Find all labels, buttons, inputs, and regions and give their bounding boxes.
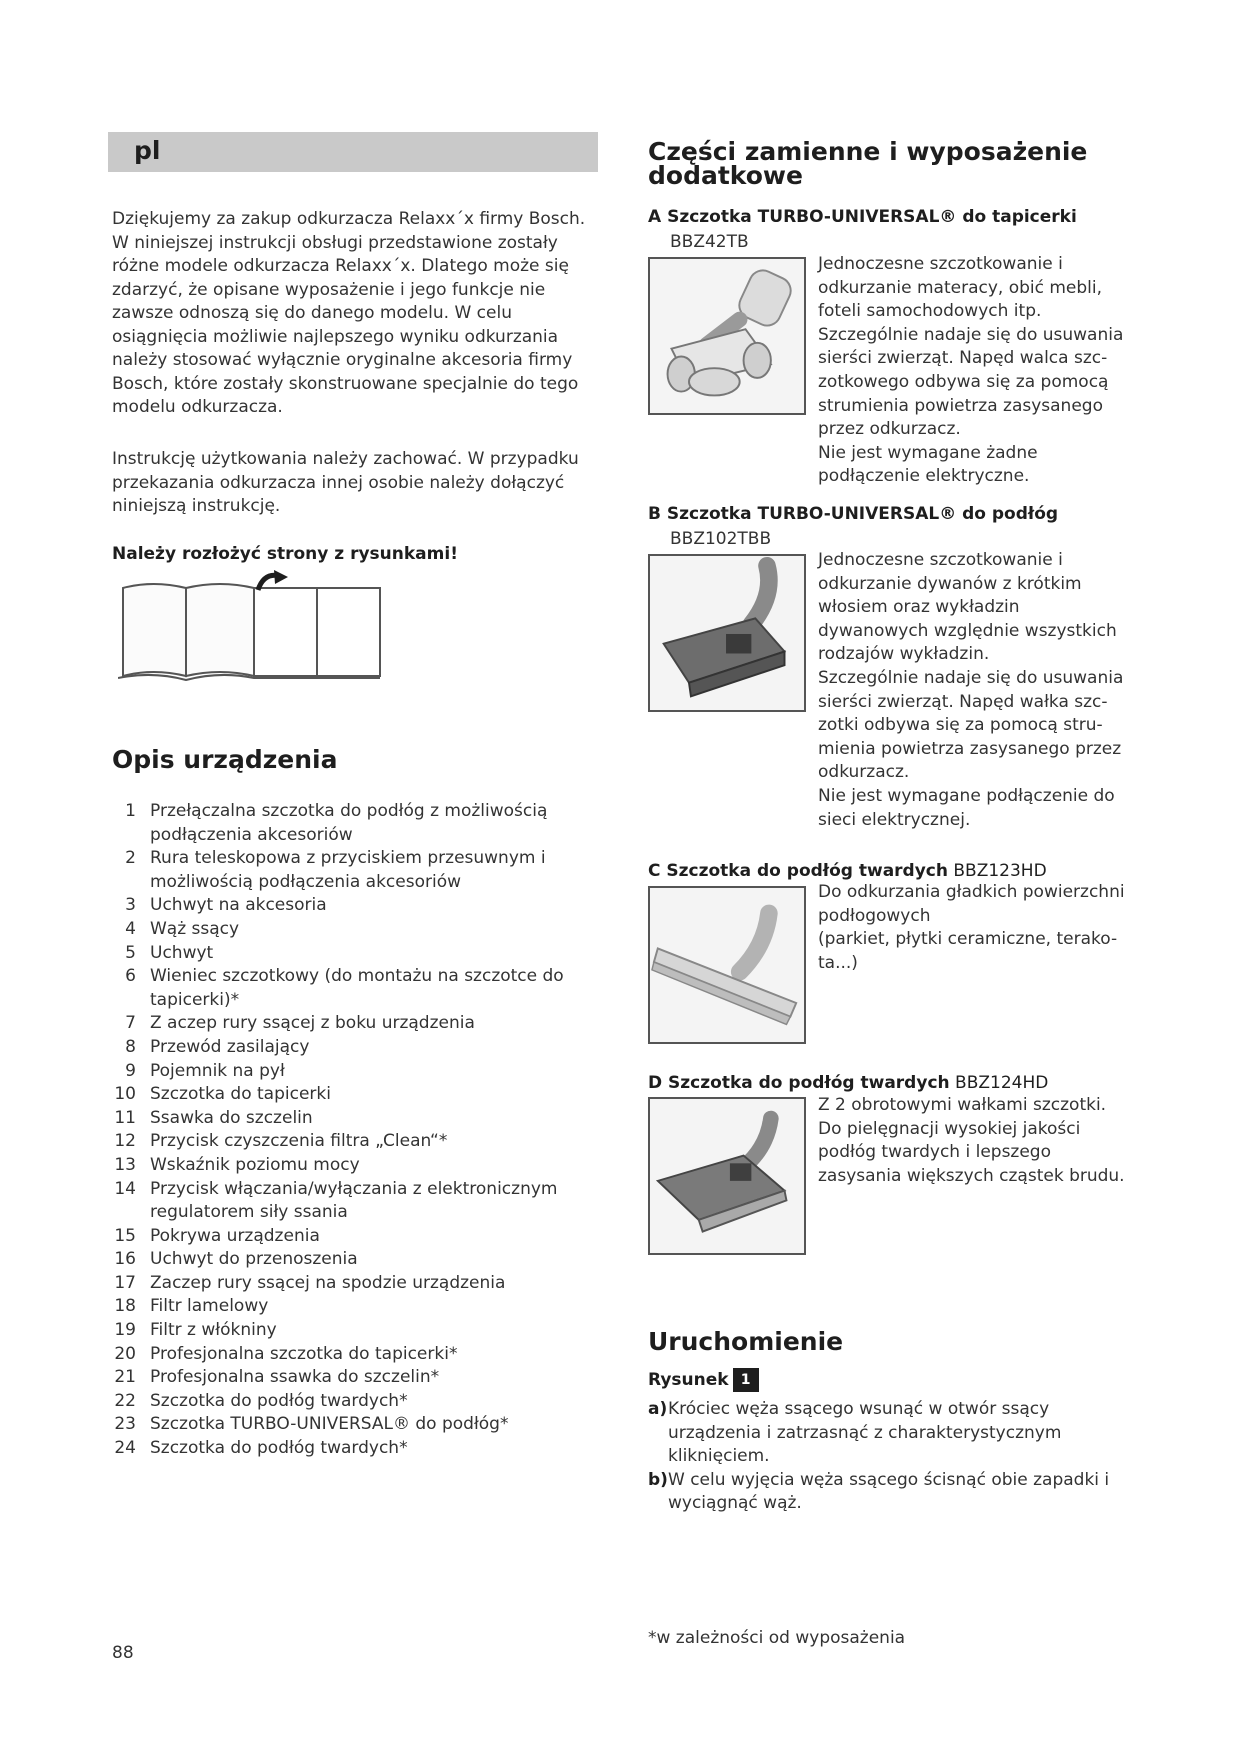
language-bar	[108, 132, 598, 172]
accessory-d-title: D Szczotka do podłóg twardych BBZ124HD	[648, 1073, 1049, 1093]
accessory-d-image	[648, 1097, 806, 1255]
accessory-c-description: Do odkurzania gładkich powierzchni podłogowych (parkiet, płytki ceramiczne, terako- ta...)	[818, 882, 1125, 973]
accessory-b-image	[648, 554, 806, 712]
list-item: 18 Filtr lamelowy	[114, 1296, 269, 1317]
accessory-a-title: A Szczotka TURBO-UNIVERSAL® do tapicerki	[648, 207, 1077, 227]
list-item: 13 Wskaźnik poziomu mocy	[114, 1154, 360, 1175]
accessory-d-description: Z 2 obrotowymi wałkami szczotki. Do pielęgnacji wysokiej jakości podłóg twardych i lepszego zasysania większych cząstek brudu.	[818, 1095, 1125, 1186]
accessory-b-title: B Szczotka TURBO-UNIVERSAL® do podłóg	[648, 504, 1059, 524]
list-item: 4 Wąż ssący	[125, 918, 240, 939]
foldout-pages-illustration	[118, 570, 408, 688]
list-item: 12 Przycisk czyszczenia filtra „Clean“*	[114, 1131, 448, 1152]
accessory-a-model: BBZ42TB	[670, 232, 749, 252]
list-item: 1 Przełączalna szczotka do podłóg z możliwością podłączenia akcesoriów	[125, 801, 548, 845]
figure-number-badge: 1	[733, 1368, 759, 1392]
list-item: 23 Szczotka TURBO-UNIVERSAL® do podłóg*	[114, 1414, 509, 1435]
accessory-b-description: Jednoczesne szczotkowanie i odkurzanie dywanów z krótkim włosiem oraz wykładzin dywanowych względnie wszystkich rodzajów wykładzin. Szczególnie nadaje się do usuwania sierści zwierząt. Napęd wałka szc- zotki odbywa się za pomocą stru- mienia powietrza zasysanego przez odkurzacz. Nie jest wymagane podłączenie do sieci elektrycznej.	[818, 550, 1124, 830]
list-item: 6 Wieniec szczotkowy (do montażu na szczotce do tapicerki)*	[125, 966, 564, 1010]
figure-reference: Rysunek 1	[648, 1368, 759, 1392]
list-item: 20 Profesjonalna szczotka do tapicerki*	[114, 1343, 458, 1364]
list-item: 7 Z aczep rury ssącej z boku urządzenia	[125, 1013, 475, 1034]
list-item: 9 Pojemnik na pył	[125, 1060, 285, 1081]
intro-paragraph-2: Instrukcję użytkowania należy zachować. W przypadku przekazania odkurzacza innej osobie należy dołączyć niniejszą instrukcję.	[112, 449, 579, 516]
list-item: 17 Zaczep rury ssącej na spodzie urządzenia	[114, 1272, 506, 1293]
step-b: b) W celu wyjęcia węża ssącego ścisnąć obie zapadki i wyciągnąć wąż.	[648, 1469, 1110, 1514]
footnote: *w zależności od wyposażenia	[648, 1628, 906, 1648]
list-item: 11 Ssawka do szczelin	[114, 1107, 313, 1128]
unfold-note: Należy rozłożyć strony z rysunkami!	[112, 544, 458, 564]
list-item: 10 Szczotka do tapicerki	[114, 1084, 331, 1105]
list-item: 24 Szczotka do podłóg twardych*	[114, 1438, 408, 1459]
accessory-c-image	[648, 886, 806, 1044]
accessory-a-description: Jednoczesne szczotkowanie i odkurzanie materacy, obić mebli, foteli samochodowych itp. Szczególnie nadaje się do usuwania sierści zwierząt. Napęd walca szc- zotkowego odbywa się za pomocą strumienia powietrza zasysanego przez odkurzacz. Nie jest wymagane żadne podłączenie elektryczne.	[818, 254, 1124, 487]
step-a: a) Króciec węża ssącego wsunąć w otwór ssący urządzenia i zatrzasnąć z charakterystycznym kliknięciem.	[648, 1399, 1062, 1467]
list-item: 16 Uchwyt do przenoszenia	[114, 1249, 358, 1270]
page-number: 88	[112, 1643, 134, 1663]
intro-paragraph-1: Dziękujemy za zakup odkurzacza Relaxx´x firmy Bosch. W niniejszej instrukcji obsługi przedstawione zostały różne modele odkurzacza Relaxx´x. Dlatego może się zdarzyć, że opisane wyposażenie i jego funkcje nie zawsze odnoszą się do danego modelu. W celu osiągnięcia możliwie najlepszego wyniku odkurzania należy stosować wyłącznie oryginalne akcesoria firmy Bosch, które zostały skonstruowane specjalnie do tego modelu odkurzacza.	[112, 209, 586, 417]
startup-heading: Uruchomienie	[648, 1327, 844, 1356]
device-description-heading: Opis urządzenia	[112, 745, 338, 774]
list-item: 8 Przewód zasilający	[125, 1036, 310, 1057]
language-code: pl	[134, 136, 161, 165]
list-item: 2 Rura teleskopowa z przyciskiem przesuwnym i możliwością podłączenia akcesoriów	[125, 848, 546, 892]
list-item: 14 Przycisk włączania/wyłączania z elektronicznym regulatorem siły ssania	[114, 1178, 558, 1223]
list-item: 5 Uchwyt	[125, 942, 214, 963]
list-item: 19 Filtr z włókniny	[114, 1320, 277, 1341]
list-item: 15 Pokrywa urządzenia	[114, 1225, 320, 1246]
accessory-b-model: BBZ102TBB	[670, 529, 772, 549]
startup-steps	[648, 1398, 1138, 1516]
accessory-a-image	[648, 257, 806, 415]
device-parts-list	[112, 800, 602, 1461]
list-item: 3 Uchwyt na akcesoria	[125, 895, 327, 916]
accessories-heading: Części zamienne i wyposażenie dodatkowe	[648, 137, 1088, 190]
list-item: 21 Profesjonalna ssawka do szczelin*	[114, 1367, 440, 1388]
accessory-c-title: C Szczotka do podłóg twardych BBZ123HD	[648, 861, 1047, 881]
list-item: 22 Szczotka do podłóg twardych*	[114, 1390, 408, 1411]
